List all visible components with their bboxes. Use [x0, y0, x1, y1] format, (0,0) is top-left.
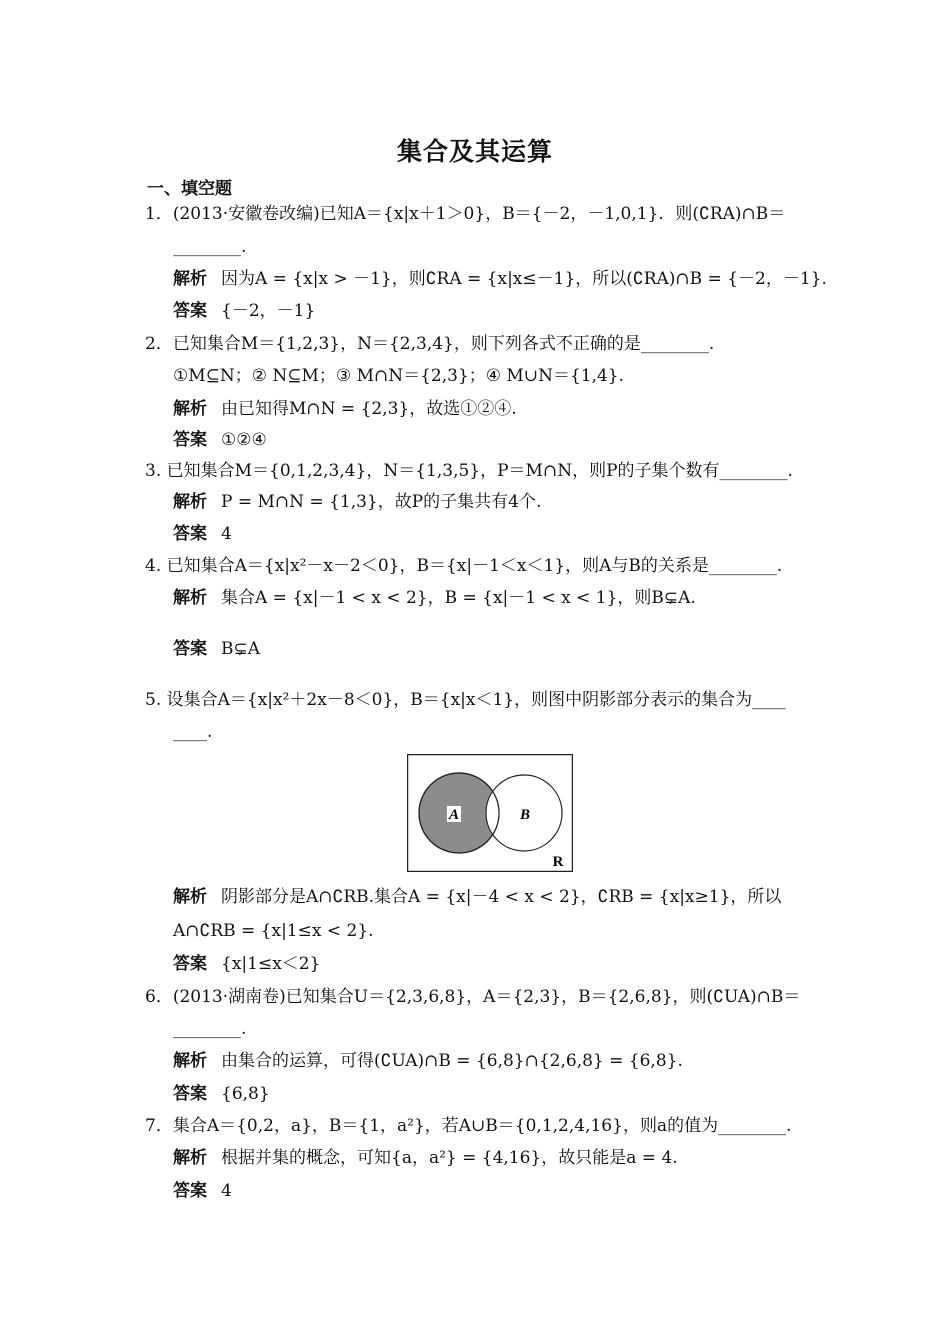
question-4-line1: 4. 已知集合A＝{x|x²－x－2＜0}，B＝{x|－1＜x＜1}，则A与B的关系是________. — [145, 556, 783, 576]
question-7-analysis — [173, 1147, 678, 1169]
answer-label: 答案 — [173, 524, 207, 544]
analysis-label: 解析 — [173, 492, 207, 512]
answer-label: 答案 — [173, 1084, 207, 1104]
analysis-label: 解析 — [173, 1148, 207, 1168]
page-title: 集合及其运算 — [396, 137, 553, 166]
analysis-label: 解析 — [173, 399, 207, 419]
venn-diagram — [407, 754, 573, 872]
set-a-label: A — [448, 807, 460, 823]
answer-label: 答案 — [173, 430, 207, 450]
question-2-line1: 2．已知集合M＝{1,2,3}，N＝{2,3,4}，则下列各式不正确的是________. — [145, 334, 715, 354]
universe-label: R — [552, 854, 564, 870]
question-5-analysis — [173, 886, 781, 908]
analysis-label: 解析 — [173, 269, 207, 289]
analysis-text: 集合A = {x|－1 < x < 2}，B = {x|－1 < x < 1}，则B⊊A. — [221, 588, 696, 608]
answer-label: 答案 — [173, 954, 207, 974]
analysis-text: 由已知得M∩N = {2,3}，故选①②④. — [221, 399, 517, 419]
question-5-line1: 5. 设集合A＝{x|x²＋2x－8＜0}，B＝{x|x＜1}，则图中阴影部分表示的集合为____ — [145, 690, 787, 710]
section-heading: 一、填空题 — [147, 179, 232, 199]
analysis-text: P = M∩N = {1,3}，故P的子集共有4个. — [221, 492, 542, 512]
question-4-analysis — [173, 587, 696, 609]
question-6-line1: 6．(2013·湖南卷)已知集合U＝{2,3,6,8}，A＝{2,3}，B＝{2,6,8}，则(∁UA)∩B＝ — [145, 987, 801, 1007]
question-3-line1: 3. 已知集合M＝{0,1,2,3,4}，N＝{1,3,5}，P＝M∩N，则P的子集个数有________. — [145, 461, 793, 481]
question-3-analysis — [173, 491, 541, 513]
answer-text: B⊊A — [221, 639, 261, 659]
answer-text: {－2，－1} — [221, 301, 316, 321]
question-6-answer — [173, 1083, 270, 1105]
question-7-line1: 7．集合A＝{0,2，a}，B＝{1，a²}，若A∪B＝{0,1,2,4,16}，则a的值为________. — [145, 1116, 792, 1136]
question-7-answer — [173, 1180, 232, 1202]
question-1-line1: 1．(2013·安徽卷改编)已知A＝{x|x＋1＞0}，B＝{－2，－1,0,1}．则(∁RA)∩B＝ — [145, 204, 786, 224]
question-5-answer — [173, 953, 320, 975]
question-3-answer — [173, 523, 232, 545]
analysis-text: 因为A = {x|x > －1}，则∁RA = {x|x≤－1}，所以(∁RA)∩B = {－2，－1}. — [221, 269, 827, 289]
question-5-line2: ____. — [173, 722, 213, 742]
question-2-answer — [173, 429, 267, 451]
question-2-line2: ①M⊆N；② N⊆M；③ M∩N＝{2,3}；④ M∪N＝{1,4}. — [173, 366, 625, 386]
question-5-analysis-line2: A∩∁RB = {x|1≤x < 2}. — [173, 921, 374, 941]
question-6-line2: ________. — [173, 1019, 247, 1039]
analysis-text: 根据并集的概念，可知{a，a²} = {4,16}，故只能是a = 4. — [221, 1148, 678, 1168]
answer-text: 4 — [221, 524, 232, 544]
answer-text: 4 — [221, 1181, 232, 1201]
answer-label: 答案 — [173, 639, 207, 659]
analysis-text: 阴影部分是A∩∁RB.集合A = {x|－4 < x < 2}，∁RB = {x|x≥1}，所以 — [221, 887, 782, 907]
set-b-label: B — [519, 807, 531, 823]
answer-text: {x|1≤x＜2} — [221, 954, 321, 974]
answer-label: 答案 — [173, 301, 207, 321]
answer-text: {6,8} — [221, 1084, 270, 1104]
question-1-line2: ________. — [173, 237, 247, 257]
analysis-label: 解析 — [173, 588, 207, 608]
answer-label: 答案 — [173, 1181, 207, 1201]
question-6-analysis — [173, 1050, 683, 1072]
analysis-text: 由集合的运算，可得(∁UA)∩B = {6,8}∩{2,6,8} = {6,8}. — [221, 1051, 683, 1071]
question-4-answer — [173, 638, 260, 660]
answer-text: ①②④ — [221, 430, 267, 450]
question-1-analysis — [173, 268, 827, 290]
question-2-analysis — [173, 398, 517, 420]
analysis-label: 解析 — [173, 887, 207, 907]
analysis-label: 解析 — [173, 1051, 207, 1071]
question-1-answer — [173, 300, 315, 322]
